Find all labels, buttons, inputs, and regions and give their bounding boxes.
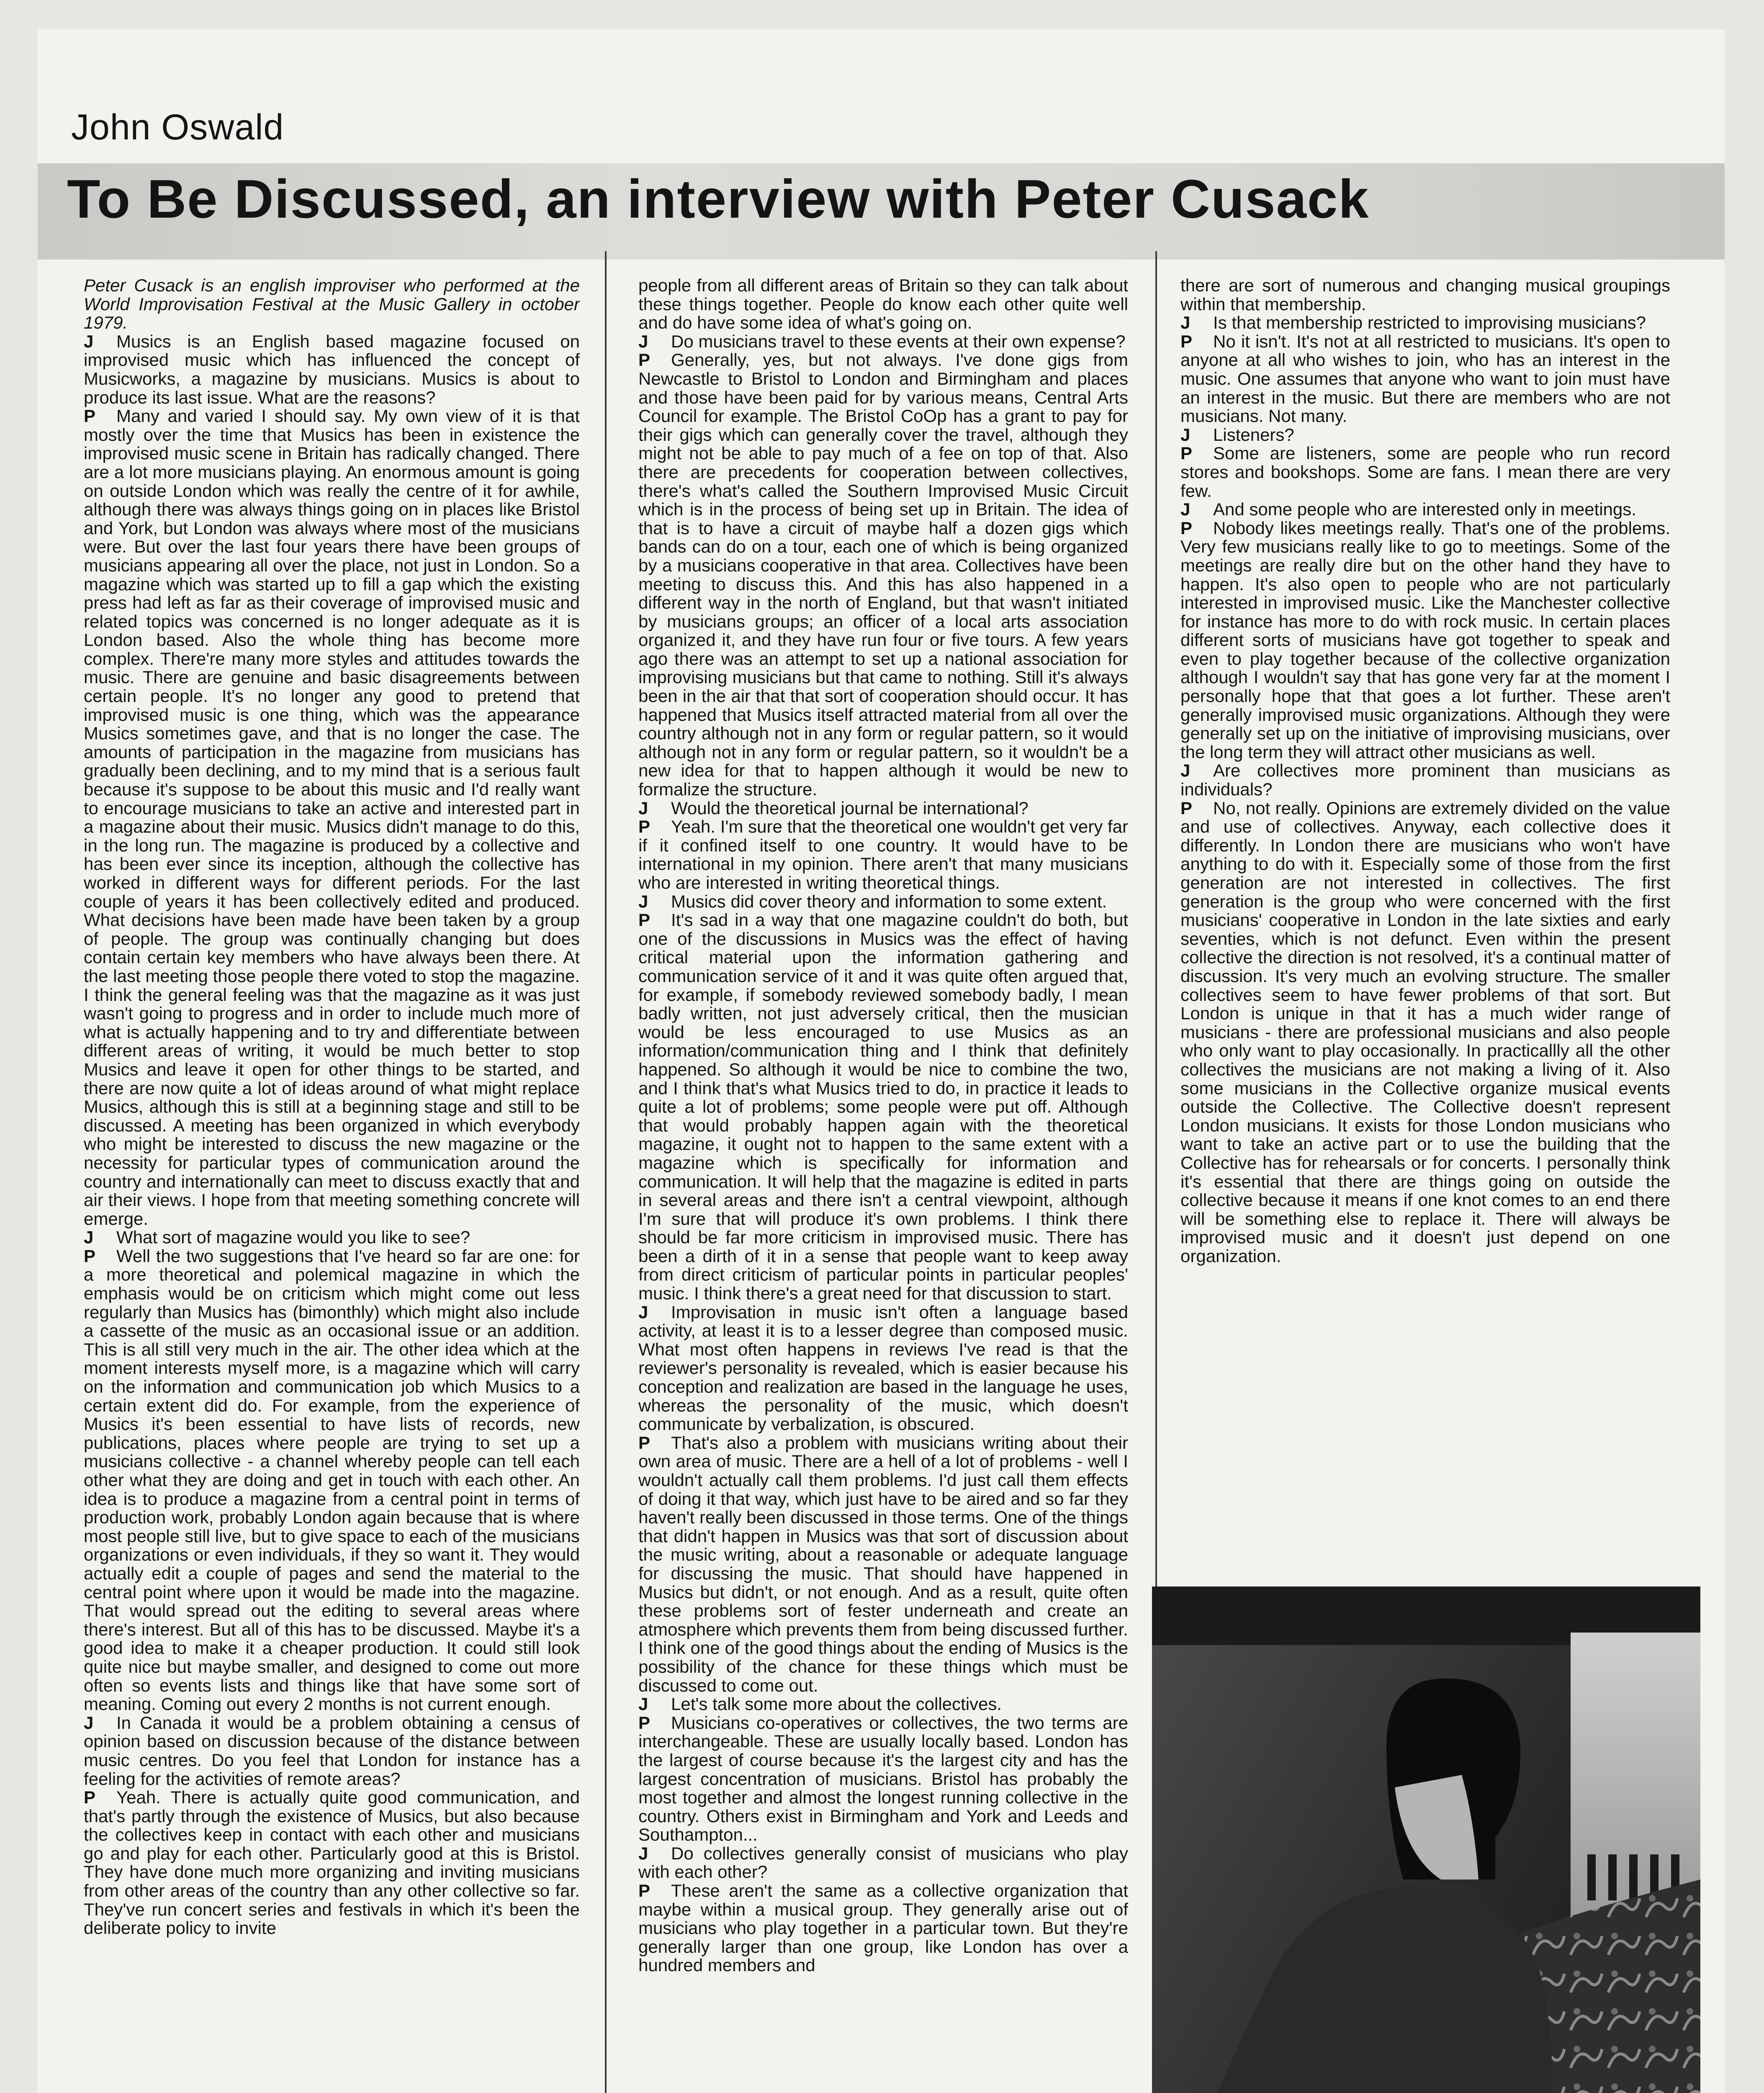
speaker-label: P [638, 1881, 651, 1901]
paragraph-text: What sort of magazine would you like to see? [116, 1227, 471, 1247]
paragraph [638, 892, 1128, 911]
article-column-3 [1180, 276, 1670, 1628]
speaker-label: P [1180, 331, 1193, 351]
paragraph-text: Do collectives generally consist of musicians who play with each other? [638, 1843, 1128, 1882]
paragraph [638, 799, 1128, 818]
paragraph [638, 1844, 1128, 1882]
column-rule [605, 251, 607, 2093]
paragraph [638, 276, 1128, 332]
paragraph [638, 1882, 1128, 1975]
paragraph [638, 332, 1128, 351]
paragraph-text: Some are listeners, some are people who run record stores and bookshops. Some are fans. I mean there are very few. [1180, 443, 1670, 501]
portrait-photo-image [1152, 1586, 1700, 2093]
paragraph-text: Do musicians travel to these events at their own expense? [671, 331, 1126, 351]
intro-text: Peter Cusack is an english improviser who performed at the World Improvisation Festival at the Music Gallery in october 1979. [84, 276, 580, 333]
speaker-label: J [638, 1302, 648, 1322]
paragraph-text: No it isn't. It's not at all restricted to musicians. It's open to anyone at all who wishes to join, who has an interest in the music. One assumes that anyone who want to join must have an interest in the music. But there are members who are not musicians. Not many. [1180, 331, 1670, 426]
speaker-label: P [638, 1432, 651, 1453]
paragraph-text: And some people who are interested only in meetings. [1213, 499, 1636, 519]
speaker-label: P [84, 1246, 96, 1266]
paragraph-text: That's also a problem with musicians writing about their own area of music. There are a hell of a lot of problems - well I wouldn't actually call them problems. I'd just call them effects of doing it that way, which just have to be aired and so far they haven't really been discussed in those terms. One of the things that didn't happen in Musics was that sort of discussion about the music writing, about a reasonable or adequate language for discussing the music. That should have happened in Musics but didn't, or not enough. And as a result, quite often these problems sort of fester underneath and create an atmosphere which prevents them from being discussed further. I think one of the good things about the ending of Musics is the possibility of the chance for these things which must be discussed to come out. [638, 1432, 1128, 1695]
paragraph [1180, 426, 1670, 445]
paragraph [1180, 444, 1670, 500]
article-title: To Be Discussed, an interview with Peter Cusack [67, 168, 1370, 229]
portrait-photo [1152, 1586, 1700, 2093]
speaker-label: J [1180, 499, 1191, 519]
paragraph [1180, 276, 1670, 314]
speaker-label: P [638, 1712, 651, 1733]
speaker-label: J [638, 798, 648, 818]
speaker-label: J [84, 1227, 94, 1247]
paragraph [84, 1247, 580, 1714]
paragraph [1180, 761, 1670, 799]
paragraph-text: Musicians co-operatives or collectives, the two terms are interchangeable. These are usually locally based. London has the largest of course because it's the largest city and has the largest concentration of musicians. Bristol has probably the most together and almost the longest running collective in the country. Others exist in Birmingham and York and Leeds and Southampton... [638, 1712, 1128, 1845]
speaker-label: P [1180, 443, 1193, 463]
paragraph-text: Listeners? [1213, 424, 1294, 445]
paragraph [84, 407, 580, 1228]
speaker-label: P [638, 817, 651, 837]
paragraph [1180, 500, 1670, 519]
paragraph [638, 1714, 1128, 1844]
speaker-label: J [1180, 313, 1191, 333]
paragraph-text: Yeah. I'm sure that the theoretical one wouldn't get very far if it confined itself to one country. It would have to be international in my opinion. There aren't that many musicians who are interested in writing theoretical things. [638, 817, 1128, 892]
paragraph-text: Let's talk some more about the collectives. [671, 1694, 1002, 1714]
speaker-label: J [638, 1694, 648, 1714]
paragraph [638, 1303, 1128, 1434]
paragraph [1180, 799, 1670, 1266]
paragraph-text: Generally, yes, but not always. I've done gigs from Newcastle to Bristol to London and Birmingham and places and those have been paid for by various means, Central Arts Council for example. The Bristol CoOp has a grant to pay for their gigs which can generally cover the travel, although they might not be able to pay much of a fee on top of that. Also there are precedents for cooperation between collectives, there's what's called the Southern Improvised Music Circuit which is in the process of being set up in Britain. The idea of that is to have a circuit of maybe half a dozen gigs which bands can do on a tour, each one of which is being organized by a musicians cooperative in that area. Collectives have been meeting to discuss this. And this has also happened in a different way in the north of England, but that wasn't initiated by musicians groups; an officer of a local arts association organized it, and they have run four or five tours. A few years ago there was an attempt to set up a national association for improvising musicians but that came to nothing. Still it's always been in the air that that sort of cooperation should occur. It has happened that Musics itself attracted material from all over the country although not in any form or regular pattern, so it would although not in any form or regular pattern, so it wouldn't be a new idea for that to happen although it would be new to formalize the structure. [638, 350, 1128, 800]
speaker-label: J [1180, 424, 1191, 445]
paragraph-text: In Canada it would be a problem obtaining a census of opinion based on discussion because of the distance between music centres. Do you feel that London for instance has a feeling for the activities of remote areas? [84, 1712, 580, 1789]
paragraph [638, 1434, 1128, 1695]
article-column-1 [84, 276, 580, 2093]
paragraph-text: Is that membership restricted to improvising musicians? [1213, 313, 1646, 333]
paragraph-text: Nobody likes meetings really. That's one of the problems. Very few musicians really like to go to meetings. Some of the meetings are really dire but on the other hand they have to happen. It's also open to people who are not particularly interested in improvised music. Like the Manchester collective for instance has more to do with rock music. In certain places different sorts of musicians have got together to speak and even to play together because of the collective organization although I wouldn't say that has gone very far at the moment I personally hope that that goes a lot further. These aren't generally improvised music organizations. Although they were generally set up on the initiative of improvising musicians, over the long term they will attract other musicians as well. [1180, 518, 1670, 762]
paragraph-text: These aren't the same as a collective organization that maybe within a musical group. They generally arise out of musicians who play together in a particular town. But they're generally larger than one group, like London has over a hundred members and [638, 1881, 1128, 1975]
paragraph-text: Are collectives more prominent than musicians as individuals? [1180, 761, 1670, 800]
speaker-label: J [638, 1843, 648, 1863]
paragraph-text: Well the two suggestions that I've heard so far are one: for a more theoretical and polemical magazine in which the emphasis would be on criticism which might come out less regularly than Musics has (bimonthly) which might also include a cassette of the music as an occasional issue or an addition. This is all still very much in the air. The other idea which at the moment interests myself more, is a magazine which will carry on the information and communication job which Musics to a certain extent did do. For example, from the experience of Musics it's been essential to have lists of records, new publications, places where people are trying to set up a musicians collective - a channel whereby people can tell each other what they are doing and get in touch with each other. An idea is to produce a magazine from a central point in terms of production work, probably London again because that is where most people still live, but to give space to each of the musicians organizations or even individuals, if they so want it. They would actually edit a couple of pages and send the material to the central point where upon it would be made into the magazine. That would spread out the editing to several areas where there's interest. But all of this has to be discussed. Maybe it's a good idea to make it a cheaper production. It could still look quite nice but maybe smaller, and designed to come out more often so events lists and things like that have some sort of meaning. Coming out every 2 months is not current enough. [84, 1246, 580, 1714]
speaker-label: J [84, 1712, 94, 1733]
speaker-label: P [638, 350, 651, 370]
paragraph [638, 911, 1128, 1303]
paragraph [1180, 332, 1670, 426]
paragraph-text: Musics did cover theory and information to some extent. [671, 891, 1107, 911]
speaker-label: J [638, 891, 648, 911]
paragraph-text: Improvisation in music isn't often a language based activity, at least it is to a lesser degree than composed music. What most often happens in reviews I've read is that the reviewer's personality is revealed, which is easier because his conception and realization are based in the language he uses, whereas the personality of the music, which doesn't communicate by verbalization, is obscured. [638, 1302, 1128, 1434]
paragraph-text: there are sort of numerous and changing musical groupings within that membership. [1180, 276, 1670, 314]
paragraph [1180, 519, 1670, 762]
speaker-label: P [84, 1787, 96, 1808]
speaker-label: P [1180, 798, 1193, 818]
paragraph [638, 1695, 1128, 1714]
speaker-label: J [638, 331, 648, 351]
speaker-label: P [1180, 518, 1193, 538]
paragraph-text: Many and varied I should say. My own view of it is that mostly over the time that Musics has been in existence the improvised music scene in Britain has radically changed. There are a lot more musicians playing. An enormous amount is going on outside London which was really the centre of it for awhile, although there was always things going on in places like Bristol and York, but London was always where most of the musicians were. But over the last four years there have been groups of musicians appearing all over the place, not just in London. So a magazine which was started up to fill a gap which the existing press had left as far as their coverage of improvised music and related topics was concerned is no longer adequate as it is London based. Also the whole thing has become more complex. There're many more styles and attitudes towards the music. There are genuine and basic disagreements between certain people. It's no longer any good to pretend that improvised music is one thing, which was the appearance Musics sometimes gave, and that is no longer the case. The amounts of participation in the magazine from musicians has gradually been declining, and to my mind that is a serious fault because it's suppose to be about this music and I'd really want to encourage musicians to take an active and interested part in a magazine about their music. Musics didn't manage to do this, in the long run. The magazine is produced by a collective and has been ever since its inception, although the collective has worked in different ways for different periods. For the last couple of years it has been collectively edited and produced. What decisions have been made have been taken by a group of people. The group was continually changing but does contain certain key members who have always been there. At the last meeting those people there voted to stop the magazine. I think the general feeling was that the magazine as it was just wasn't going to progress and in order to include much more of what is actually happening and to try and differentiate between different areas of writing, it would be much better to stop Musics and leave it open for other things to be started, and there are now quite a lot of ideas around of what might replace Musics, although this is still at a beginning stage and still to be discussed. A meeting has been organized in which everybody who might be interested to discuss the new magazine or the necessity for particular types of communication around the country and internationally can meet to discuss exactly that and air their views. I hope from that meeting something concrete will emerge. [84, 406, 580, 1229]
paragraph [84, 332, 580, 407]
paragraph [638, 818, 1128, 892]
paragraph [84, 1714, 580, 1788]
paragraph [1180, 314, 1670, 332]
paragraph-text: No, not really. Opinions are extremely divided on the value and use of collectives. Anyway, each collective does it differently. In London there are musicians who won't have anything to do with it. Especially some of those from the first generation are not interested in collectives. The first generation is the group who were concerned with the first musicians' cooperative in London in the late sixties and early seventies, which is not defunct. Even within the present collective the direction is not resolved, it's a continual matter of discussion. It's very much an evolving structure. The smaller collectives seem to have fewer problems of that sort. But London is unique in that it has a much wider range of musicians - there are professional musicians and also people who only want to play occasionally. In practicallly all the other collectives the musicians are not making a living of it. Also some musicians in the Collective organize musical events outside the Collective. The Collective doesn't represent London musicians. It exists for those London musicians who want to take an active part or to use the building that the Collective has for rehearsals or for concerts. I personally think it's essential that there are things going on outside the collective because it means if one knot comes to an end there will be something else to replace it. There will always be improvised music and it doesn't just depend on one organization. [1180, 798, 1670, 1266]
author-name: John Oswald [71, 107, 284, 147]
paragraph [638, 351, 1128, 799]
paragraph-text: Yeah. There is actually quite good communication, and that's partly through the existence of Musics, but also because the collectives keep in contact with each other and musicians go and play for each other. Particularly good at this is Bristol. They have done much more organizing and inviting musicians from other areas of the country than any other collective so far. They've run concert series and festivals in which it's been the deliberate policy to invite [84, 1787, 580, 1938]
paragraph-text: Musics is an English based magazine focused on improvised music which has influenced the concept of Musicworks, a magazine by musicians. Musics is about to produce its last issue. What are the reasons? [84, 331, 580, 407]
speaker-label: J [84, 331, 94, 351]
paragraph [84, 1788, 580, 1938]
paragraph-text: people from all different areas of Britain so they can talk about these things together. People do know each other quite well and do have some idea of what's going on. [638, 276, 1128, 333]
speaker-label: P [84, 406, 96, 426]
speaker-label: P [638, 910, 651, 930]
speaker-label: J [1180, 761, 1191, 781]
paragraph-text: Would the theoretical journal be international? [671, 798, 1029, 818]
article-column-2 [638, 276, 1128, 2093]
paragraph [84, 1228, 580, 1247]
paragraph-text: It's sad in a way that one magazine couldn't do both, but one of the discussions in Musics was the effect of having critical material upon the information gathering and communication service of it and it was quite often argued that, for example, if somebody reviewed somebody badly, I mean badly written, not just adversely critical, then the musician would be less encouraged to use Musics as an information/communication thing and I think that definitely happened. So although it would be nice to combine the two, and I think that's what Musics tried to do, in practice it leads to quite a lot of problems; some people were put off. Although that would probably happen again with the theoretical magazine, it ought not to happen to the same extent with a magazine which is specifically for information and communication. It will help that the magazine is edited in parts in several areas and there isn't a central viewpoint, although I'm sure that will produce it's own problems. I think there should be far more criticism in improvised music. There has been a dirth of it in a sense that people want to keep away from direct criticism of particular points in particular peoples' music. I think there's a great need for that discussion to start. [638, 910, 1128, 1304]
